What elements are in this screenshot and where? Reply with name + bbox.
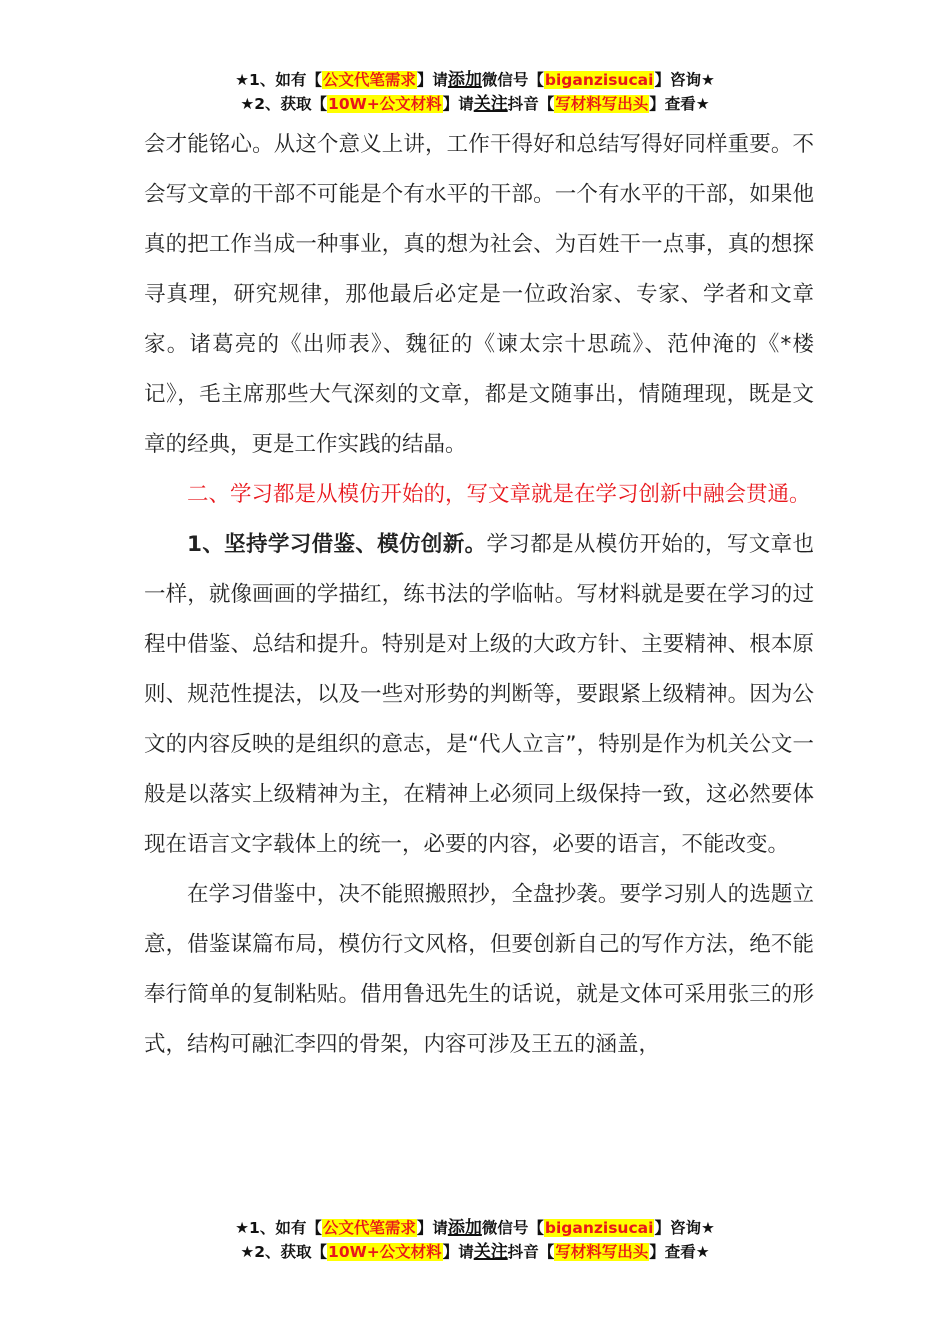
banner-text: 】咨询★ (654, 1219, 715, 1237)
top-banner (0, 68, 950, 116)
paragraph-text: 学习都是从模仿开始的，写文章也一样，就像画画的学描红，练书法的学临帖。写材料就是要在学习的过程中借鉴、总结和提升。特别是对上级的大政方针、主要精神、根本原则、规范性提法，以及一些对形势的判断等，要跟紧上级精神。因为公文的内容反映的是组织的意志，是“代人立言”，特别是作为机关公文一般是以落实上级精神为主，在精神上必须同上级保持一致，这必然要体现在语言文字载体上的统一，必要的内容，必要的语言，不能改变。 (144, 532, 814, 857)
banner-highlight: biganzisucai (544, 1219, 654, 1237)
banner-text: ★2、获取【 (240, 1243, 328, 1261)
banner-text: 微信号【 (481, 71, 544, 89)
banner-highlight: 公文代笔需求 (322, 1219, 416, 1237)
paragraph-4: 在学习借鉴中，决不能照搬照抄，全盘抄袭。要学习别人的选题立意，借鉴谋篇布局，模仿行文风格，但要创新自己的写作方法，绝不能奉行简单的复制粘贴。借用鲁迅先生的话说，就是文体可采用张三的形式，结构可融汇李四的骨架，内容可涉及王五的涵盖， (144, 882, 814, 1057)
bottom-banner (0, 1216, 950, 1264)
banner-text: 】咨询★ (654, 71, 715, 89)
document-body (144, 120, 814, 1070)
banner-highlight: 写材料写出头 (555, 95, 649, 113)
banner-highlight: 写材料写出头 (555, 1243, 649, 1261)
banner-text: 】请 (416, 71, 448, 89)
banner-text: 抖音【 (507, 1243, 555, 1261)
paragraph-1: 会才能铭心。从这个意义上讲，工作干得好和总结写得好同样重要。不会写文章的干部不可能是个有水平的干部。一个有水平的干部，如果他真的把工作当成一种事业，真的想为社会、为百姓干一点事，真的想探寻真理，研究规律，那他最后必定是一位政治家、专家、学者和文章家。诸葛亮的《出师表》、魏征的《谏太宗十思疏》、范仲淹的《*楼记》，毛主席那些大气深刻的文章，都是文随事出，情随理现，既是文章的经典，更是工作实践的结晶。 (144, 132, 814, 457)
banner-line-2 (0, 92, 950, 116)
banner-text: 抖音【 (507, 95, 555, 113)
paragraph-3 (144, 520, 814, 870)
banner-text: 微信号【 (481, 1219, 544, 1237)
paragraph-lead: 1、坚持学习借鉴、模仿创新。 (187, 532, 487, 557)
banner-text: 】请 (416, 1219, 448, 1237)
banner-text: ★2、获取【 (240, 95, 328, 113)
banner-emphasis: 关注 (473, 94, 508, 114)
banner-highlight: biganzisucai (544, 71, 654, 89)
section-heading-2: 二、学习都是从模仿开始的，写文章就是在学习创新中融会贯通。 (187, 482, 811, 507)
banner-emphasis: 添加 (447, 1218, 482, 1238)
banner-text: 】请 (442, 95, 474, 113)
banner-text: 】查看★ (649, 95, 710, 113)
banner-text: 】请 (442, 1243, 474, 1261)
banner-line-2 (0, 1240, 950, 1264)
banner-line-1 (0, 1216, 950, 1240)
banner-emphasis: 添加 (447, 70, 482, 90)
banner-text: ★1、如有【 (235, 1219, 322, 1237)
banner-highlight: 10W+公文材料 (328, 1243, 442, 1261)
banner-highlight: 公文代笔需求 (322, 71, 416, 89)
banner-highlight: 10W+公文材料 (328, 95, 442, 113)
banner-line-1 (0, 68, 950, 92)
banner-text: 】查看★ (649, 1243, 710, 1261)
banner-emphasis: 关注 (473, 1242, 508, 1262)
banner-text: ★1、如有【 (235, 71, 322, 89)
